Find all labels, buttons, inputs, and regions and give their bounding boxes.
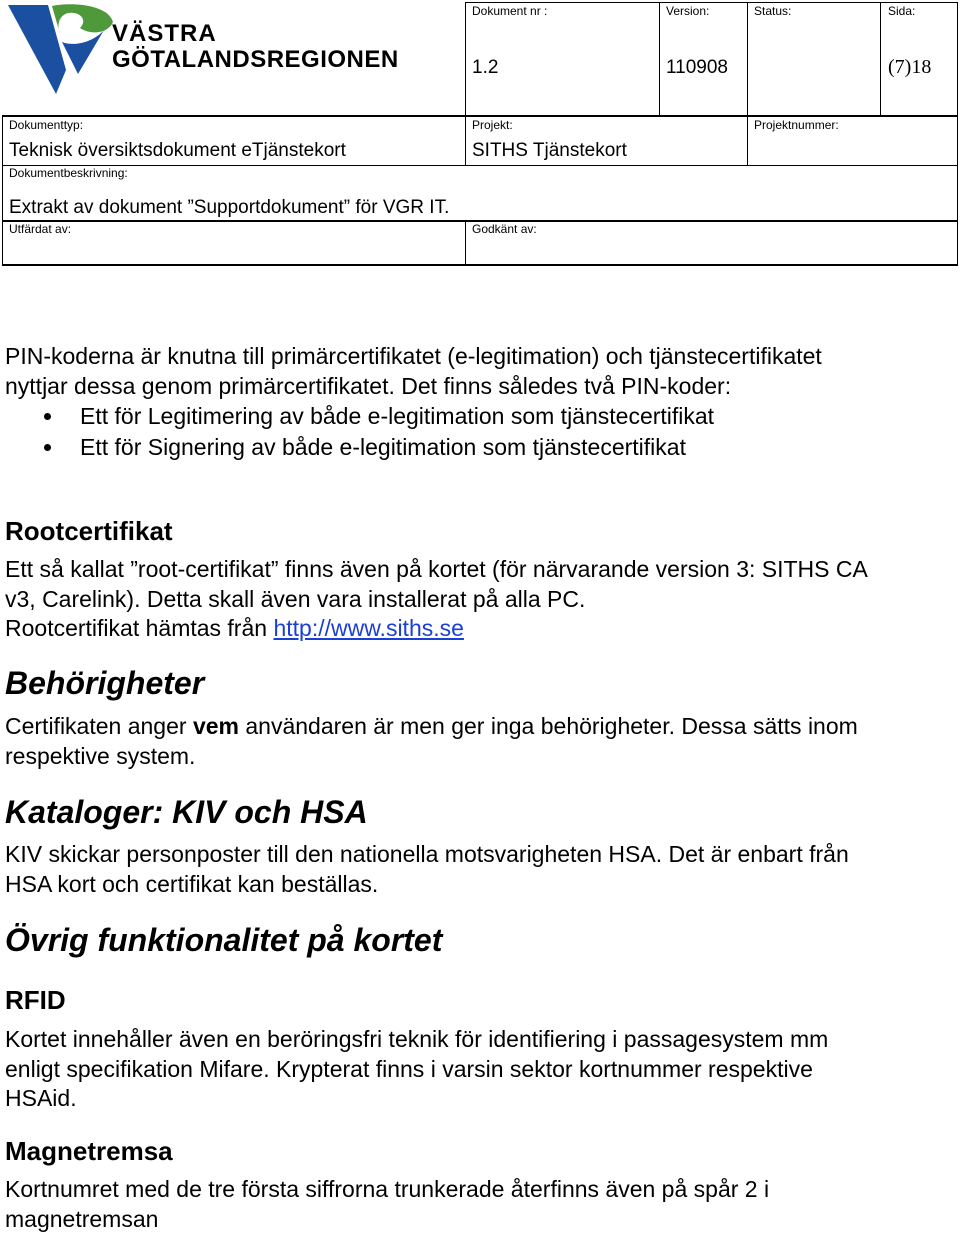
dokumenttyp-label: Dokumenttyp: — [9, 118, 84, 132]
godkant-label: Godkänt av: — [472, 222, 537, 236]
dokumentbeskrivning-label: Dokumentbeskrivning: — [9, 166, 128, 180]
kataloger-heading: Kataloger: KIV och HSA — [5, 794, 368, 830]
vgr-logo-mark-icon — [8, 2, 118, 97]
version-label: Version: — [666, 4, 710, 18]
pin-para-line-1: PIN-koderna är knutna till primärcertifikatet (e-legitimation) och tjänstecertifikatet — [5, 343, 822, 369]
ovrig-heading: Övrig funktionalitet på kortet — [5, 922, 443, 958]
sida-label: Sida: — [888, 4, 916, 18]
rfid-paragraph — [5, 1025, 828, 1114]
kataloger-line-2: HSA kort och certifikat kan beställas. — [5, 870, 379, 897]
root-paragraph — [5, 555, 868, 644]
logo-text-line2: GÖTALANDSREGIONEN — [112, 46, 399, 73]
logo-text-line1: VÄSTRA — [112, 20, 217, 47]
siths-link[interactable]: http://www.siths.se — [273, 615, 464, 641]
dokument-nr-value: 1.2 — [472, 57, 499, 78]
root-para-line-2: v3, Carelink). Detta skall även vara installerat på alla PC. — [5, 585, 586, 612]
projekt-value: SITHS Tjänstekort — [472, 140, 627, 161]
projektnummer-label: Projektnummer: — [754, 118, 839, 132]
behorigheter-pre: Certifikaten anger — [5, 713, 193, 739]
rfid-line-3: HSAid. — [5, 1085, 77, 1111]
rfid-line-1: Kortet innehåller även en beröringsfri teknik för identifiering i passagesystem mm — [5, 1026, 829, 1052]
behorigheter-line-2: respektive system. — [5, 742, 196, 769]
projekt-label: Projekt: — [472, 118, 513, 132]
behorigheter-paragraph — [5, 712, 858, 771]
magnetremsa-heading: Magnetremsa — [5, 1136, 173, 1166]
root-fetch-text: Rootcertifikat hämtas från — [5, 615, 274, 641]
bullet-icon — [44, 444, 51, 451]
vgr-logo — [8, 2, 453, 97]
version-value: 110908 — [666, 57, 728, 78]
kataloger-line-1: KIV skickar personposter till den nationella motsvarigheten HSA. Det är enbart från — [5, 841, 849, 867]
rootcertifikat-heading: Rootcertifikat — [5, 516, 173, 546]
dokumentbeskrivning-value: Extrakt av dokument ”Supportdokument” för VGR IT. — [9, 197, 450, 218]
magnet-line-2: magnetremsan — [5, 1205, 159, 1232]
sida-value: (7)18 — [888, 56, 932, 78]
dokumenttyp-value: Teknisk översiktsdokument eTjänstekort — [9, 140, 346, 161]
status-label: Status: — [754, 4, 792, 18]
bullet-icon — [44, 413, 51, 420]
behorigheter-bold: vem — [192, 713, 239, 739]
pin-para-line-2: nyttjar dessa genom primärcertifikatet. Det finns således två PIN-koder: — [5, 372, 732, 399]
root-fetch-line — [5, 614, 868, 644]
rfid-heading: RFID — [5, 985, 66, 1015]
behorigheter-post: användaren är men ger inga behörigheter. Dessa sätts inom — [238, 713, 858, 739]
kataloger-paragraph — [5, 840, 849, 899]
pin-paragraph — [5, 342, 822, 401]
dokument-nr-label: Dokument nr : — [472, 4, 548, 18]
utfardat-label: Utfärdat av: — [9, 222, 72, 236]
pin-bullet-1: Ett för Legitimering av både e-legitimation som tjänstecertifikat — [80, 403, 715, 429]
root-para-line-1: Ett så kallat ”root-certifikat” finns även på kortet (för närvarande version 3: SITHS CA — [5, 556, 868, 582]
magnet-paragraph — [5, 1175, 769, 1234]
behorigheter-heading: Behörigheter — [5, 665, 205, 701]
rfid-line-2: enligt specifikation Mifare. Krypterat finns i varsin sektor kortnummer respektive — [5, 1055, 813, 1082]
magnet-line-1: Kortnumret med de tre första siffrorna trunkerade återfinns även på spår 2 i — [5, 1176, 770, 1202]
behorigheter-line-1 — [5, 712, 858, 742]
pin-bullet-2: Ett för Signering av både e-legitimation som tjänstecertifikat — [80, 434, 686, 460]
